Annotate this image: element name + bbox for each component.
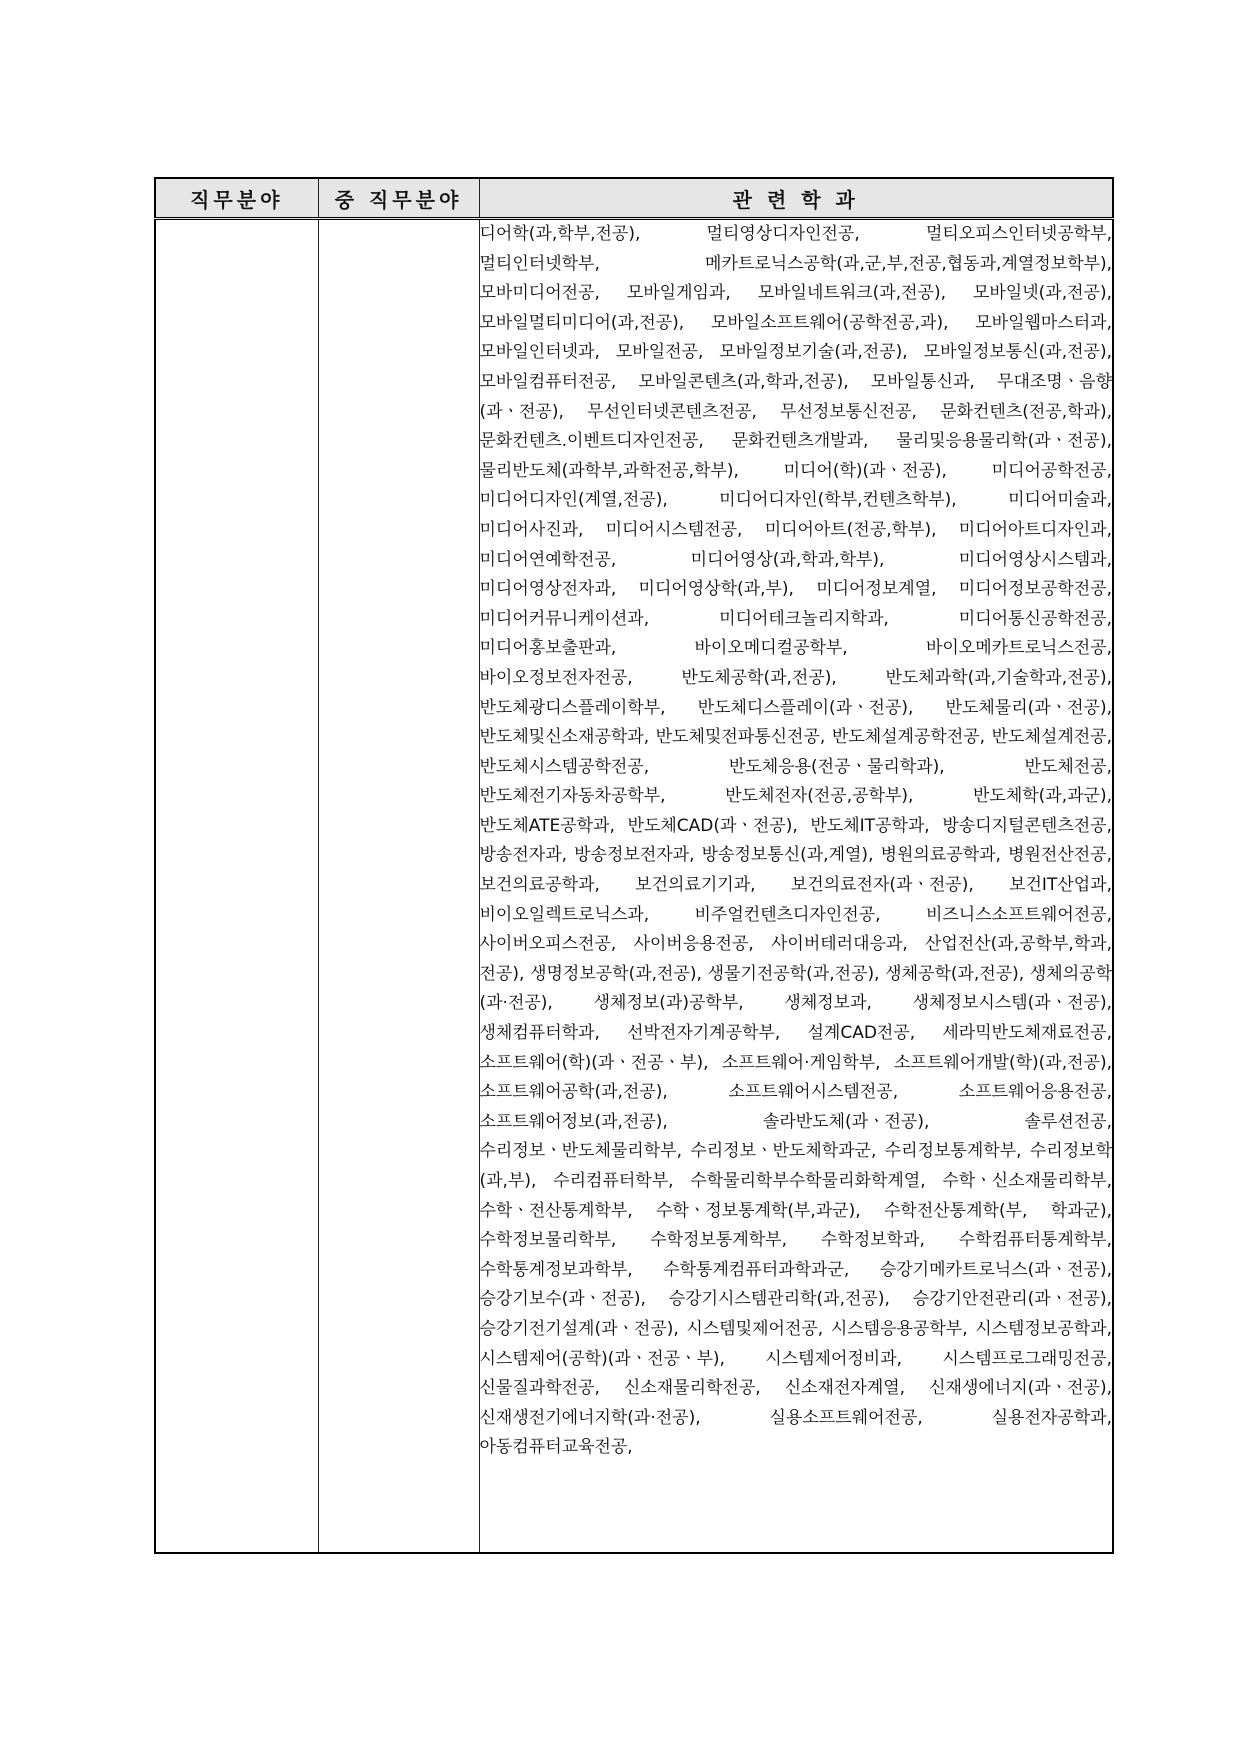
- subfield-cell: [318, 219, 479, 1554]
- table-header: [155, 178, 1113, 219]
- table-row: [155, 219, 1113, 1554]
- header-subfield: 중 직무분야: [318, 178, 479, 219]
- header-departments: 관 련 학 과: [479, 178, 1113, 219]
- field-cell: [155, 219, 318, 1554]
- department-table-wrapper: [154, 177, 1112, 1554]
- departments-list-text: 디어학(과,학부,전공), 멀티영상디자인전공, 멀티오피스인터넷공학부, 멀티인터넷학부, 메카트로닉스공학(과,군,부,전공,협동과,계열정보학부), 모바미디어전공, 모바일게임과, 모바일네트워크(과,전공), 모바일넷(과,전공), 모바일멀티미디어(과,전공), 모바일소프트웨어(공학전공,과), 모바일웹마스터과, 모바일인터넷과, 모바일전공, 모바일정보기술(과,전공), 모바일정보통신(과,전공), 모바일컴퓨터전공, 모바일콘텐츠(과,학과,전공), 모바일통신과, 무대조명ㆍ음향(과ㆍ전공), 무선인터넷콘텐츠전공, 무선정보통신전공, 문화컨텐츠(전공,학과), 문화컨텐츠.이벤트디자인전공, 문화컨텐츠개발과, 물리및응용물리학(과ㆍ전공), 물리반도체(과학부,과학전공,학부), 미디어(학)(과ㆍ전공), 미디어공학전공, 미디어디자인(계열,전공), 미디어디자인(학부,컨텐츠학부), 미디어미술과, 미디어사진과, 미디어시스템전공, 미디어아트(전공,학부), 미디어아트디자인과, 미디어연예학전공, 미디어영상(과,학과,학부), 미디어영상시스템과, 미디어영상전자과, 미디어영상학(과,부), 미디어정보계열, 미디어정보공학전공, 미디어커뮤니케이션과, 미디어테크놀리지학과, 미디어통신공학전공, 미디어홍보출판과, 바이오메디컬공학부, 바이오메카트로닉스전공, 바이오정보전자전공, 반도체공학(과,전공), 반도체과학(과,기술학과,전공), 반도체광디스플레이학부, 반도체디스플레이(과ㆍ전공), 반도체물리(과ㆍ전공), 반도체및신소재공학과, 반도체및전파통신전공, 반도체설계공학전공, 반도체설계전공, 반도체시스템공학전공, 반도체응용(전공ㆍ물리학과), 반도체전공, 반도체전기자동차공학부, 반도체전자(전공,공학부), 반도체학(과,과군), 반도체ATE공학과, 반도체CAD(과ㆍ전공), 반도체IT공학과, 방송디지털콘텐츠전공, 방송전자과, 방송정보전자과, 방송정보통신(과,계열), 병원의료공학과, 병원전산전공, 보건의료공학과, 보건의료기기과, 보건의료전자(과ㆍ전공), 보건IT산업과, 비이오일렉트로닉스과, 비주얼컨텐츠디자인전공, 비즈니스소프트웨어전공, 사이버오피스전공, 사이버응용전공, 사이버테러대응과, 산업전산(과,공학부,학과,전공), 생명정보공학(과,전공), 생물기전공학(과,전공), 생체공학(과,전공), 생체의공학(과·전공), 생체정보(과)공학부, 생체정보과, 생체정보시스템(과ㆍ전공), 생체컴퓨터학과, 선박전자기계공학부, 설계CAD전공, 세라믹반도체재료전공, 소프트웨어(학)(과ㆍ전공ㆍ부), 소프트웨어·게임학부, 소프트웨어개발(학)(과,전공), 소프트웨어공학(과,전공), 소프트웨어시스템전공, 소프트웨어응용전공, 소프트웨어정보(과,전공), 솔라반도체(과ㆍ전공), 솔루션전공, 수리정보ㆍ반도체물리학부, 수리정보ㆍ반도체학과군, 수리정보통계학부, 수리정보학(과,부), 수리컴퓨터학부, 수학물리학부수학물리화학계열, 수학ㆍ신소재물리학부, 수학ㆍ전산통계학부, 수학ㆍ정보통계학(부,과군), 수학전산통계학(부, 학과군), 수학정보물리학부, 수학정보통계학부, 수학정보학과, 수학컴퓨터통계학부, 수학통계정보과학부, 수학통계컴퓨터과학과군, 승강기메카트로닉스(과ㆍ전공), 승강기보수(과ㆍ전공), 승강기시스템관리학(과,전공), 승강기안전관리(과ㆍ전공), 승강기전기설계(과ㆍ전공), 시스템및제어전공, 시스템응용공학부, 시스템정보공학과, 시스템제어(공학)(과ㆍ전공ㆍ부), 시스템제어정비과, 시스템프로그래밍전공, 신물질과학전공, 신소재물리학전공, 신소재전자계열, 신재생에너지(과ㆍ전공), 신재생전기에너지학(과·전공), 실용소프트웨어전공, 실용전자공학과, 아동컴퓨터교육전공,: [479, 224, 1112, 1458]
- departments-cell: [479, 219, 1113, 1554]
- table-body: [155, 219, 1113, 1554]
- header-field: 직무분야: [155, 178, 318, 219]
- header-row: [155, 178, 1113, 219]
- department-table: [154, 177, 1114, 1554]
